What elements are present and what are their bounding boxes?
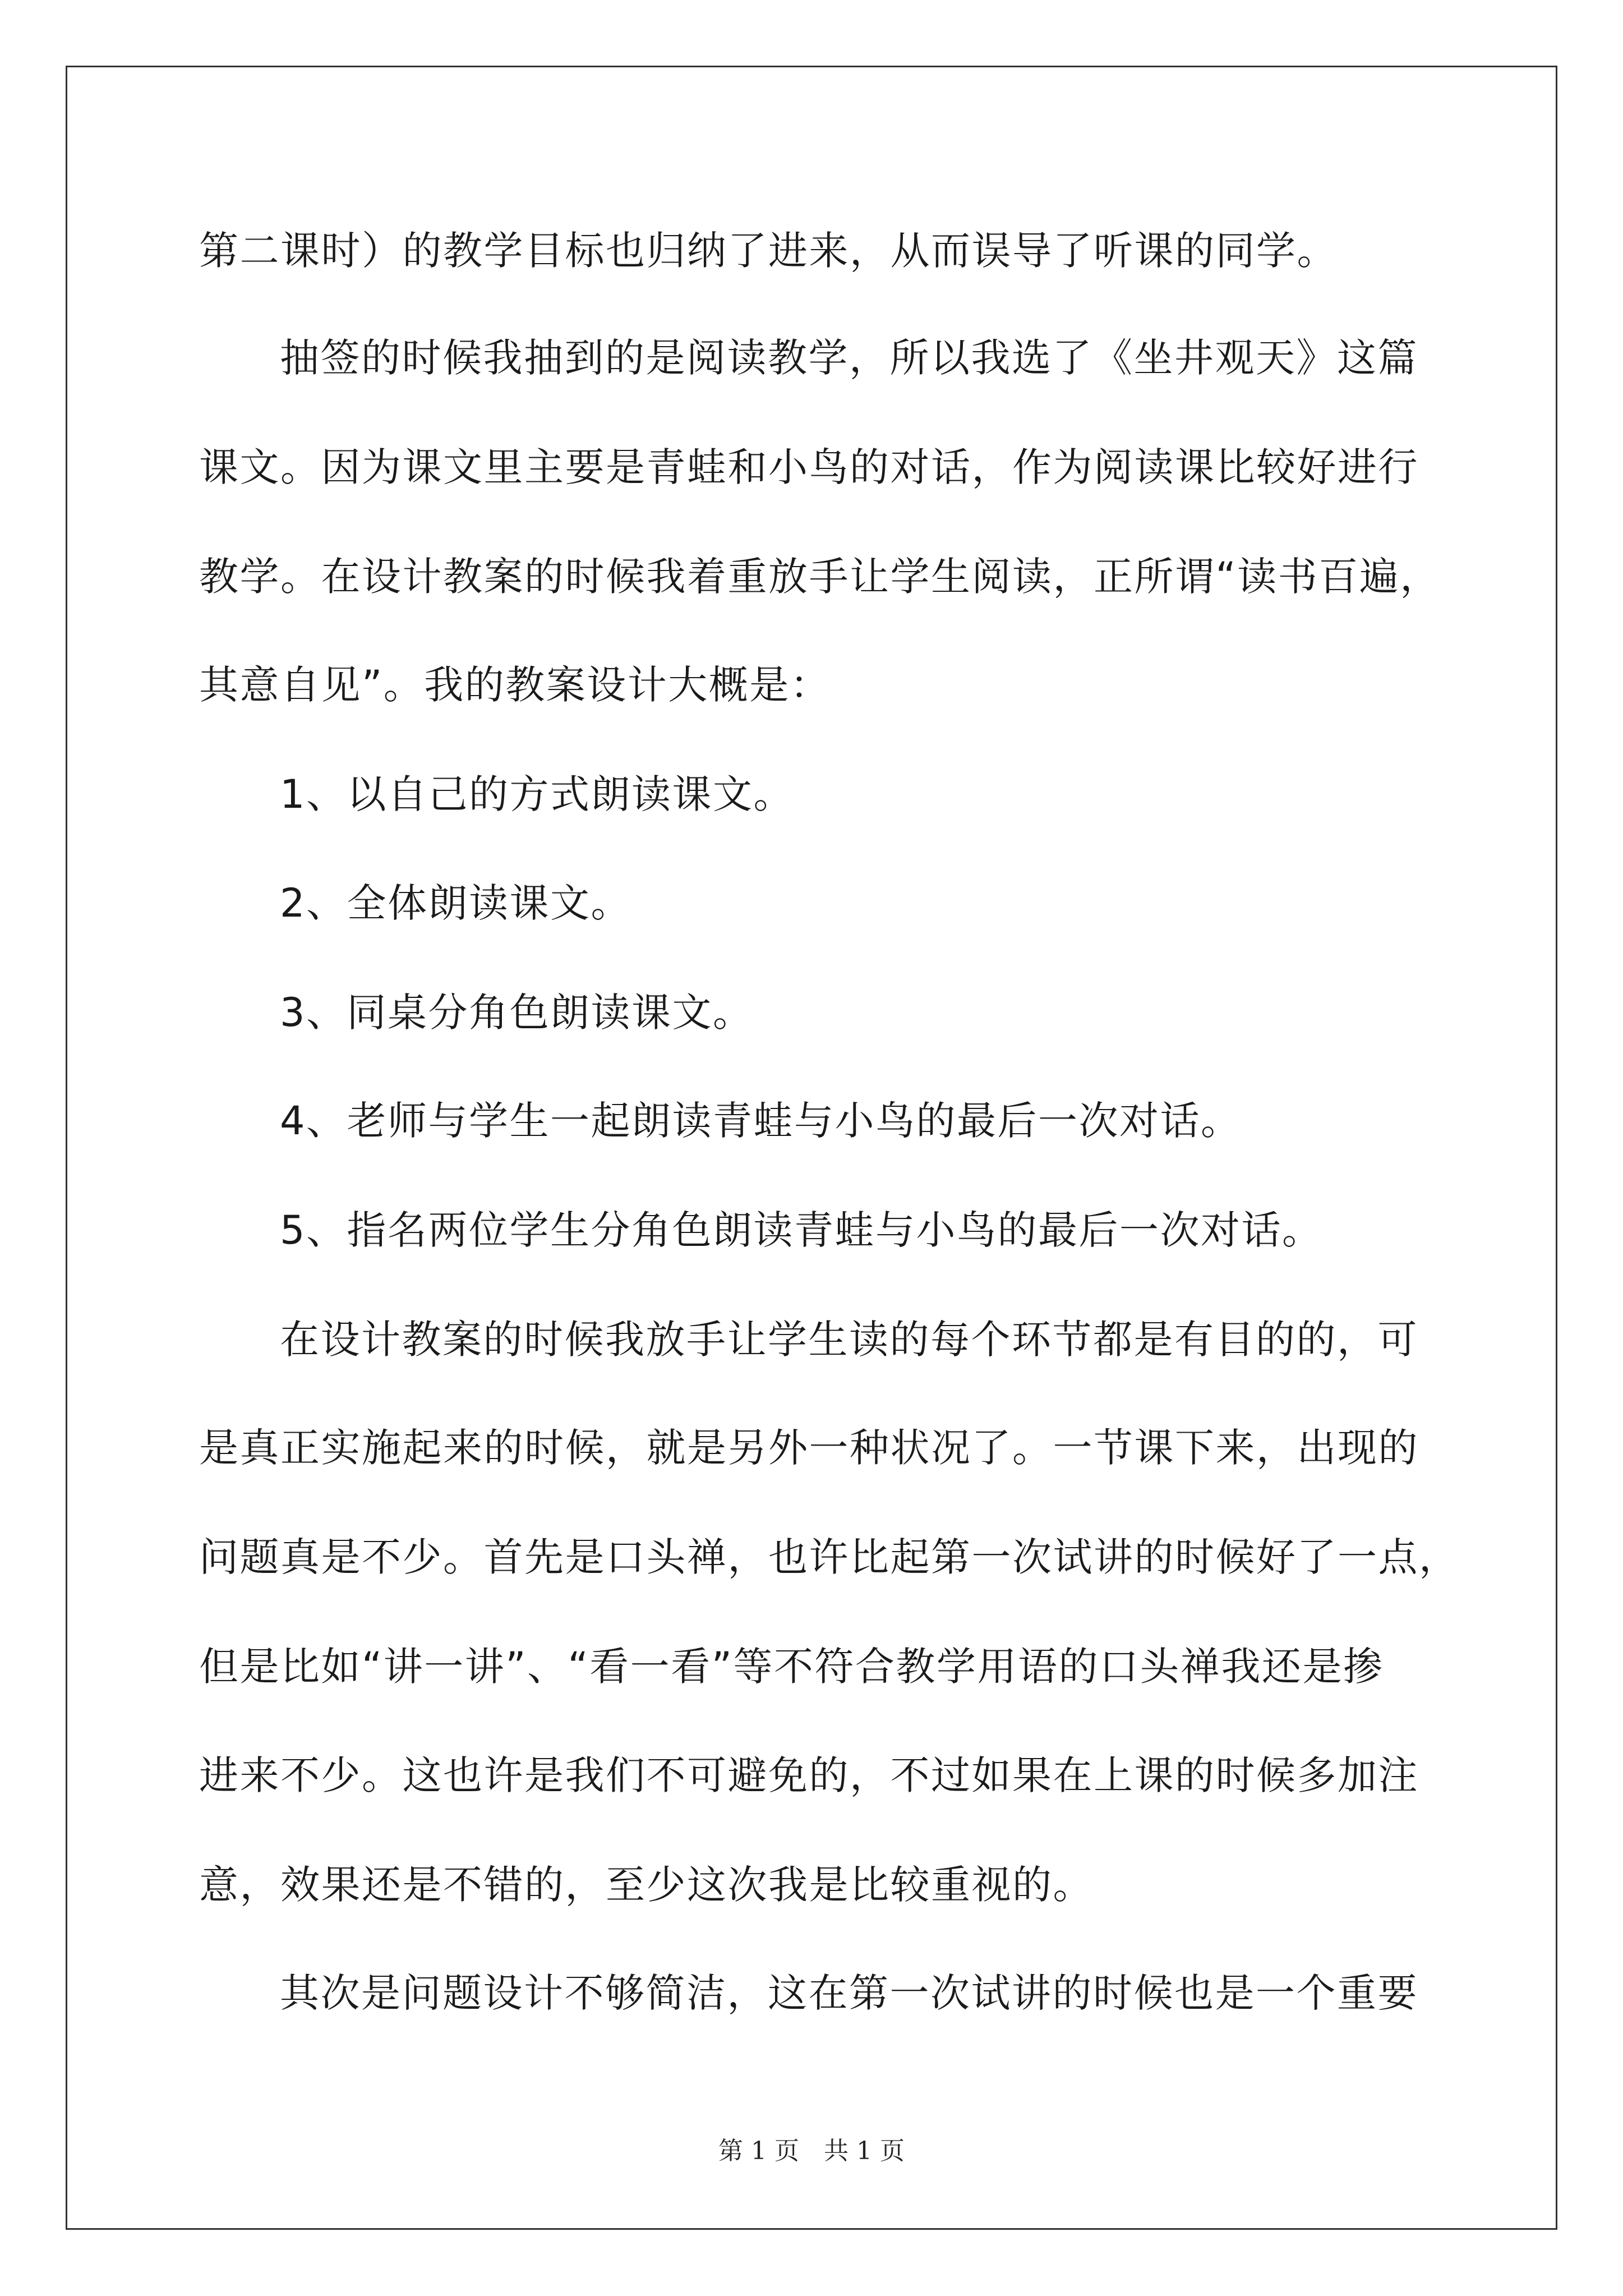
text-line-5: 其意自见”。我的教案设计大概是：	[199, 662, 831, 708]
text-line-14: 但是比如“讲一讲”、“看一看”等不符合教学用语的口头禅我还是掺	[199, 1644, 1384, 1690]
text-line-4: 教学。在设计教案的时候我着重放手让学生阅读，正所谓“读书百遍，	[199, 554, 1441, 600]
text-line-11: 在设计教案的时候我放手让学生读的每个环节都是有目的的，可	[280, 1317, 1418, 1363]
text-line-3: 课文。因为课文里主要是青蛙和小鸟的对话，作为阅读课比较好进行	[199, 444, 1419, 490]
text-line-6: 1、以自己的方式朗读课文。	[280, 771, 795, 817]
text-line-8: 3、同桌分角色朗读课文。	[280, 990, 754, 1036]
text-line-10: 5、指名两位学生分角色朗读青蛙与小鸟的最后一次对话。	[280, 1207, 1323, 1253]
text-line-15: 进来不少。这也许是我们不可避免的，不过如果在上课的时候多加注	[199, 1752, 1419, 1798]
text-line-13: 问题真是不少。首先是口头禅，也许比起第一次试讲的时候好了一点，	[199, 1534, 1460, 1580]
page-footer: 第 1 页 共 1 页	[718, 2137, 905, 2165]
text-line-7: 2、全体朗读课文。	[280, 880, 632, 926]
text-line-17: 其次是问题设计不够简洁，这在第一次试讲的时候也是一个重要	[280, 1970, 1418, 2016]
text-line-9: 4、老师与学生一起朗读青蛙与小鸟的最后一次对话。	[280, 1098, 1242, 1144]
text-line-12: 是真正实施起来的时候，就是另外一种状况了。一节课下来，出现的	[199, 1425, 1419, 1471]
text-line-1: 第二课时）的教学目标也归纳了进来，从而误导了听课的同学。	[199, 228, 1338, 274]
text-line-2: 抽签的时候我抽到的是阅读教学，所以我选了《坐井观天》这篇	[280, 335, 1418, 381]
text-line-16: 意，效果还是不错的，至少这次我是比较重视的。	[199, 1862, 1094, 1908]
